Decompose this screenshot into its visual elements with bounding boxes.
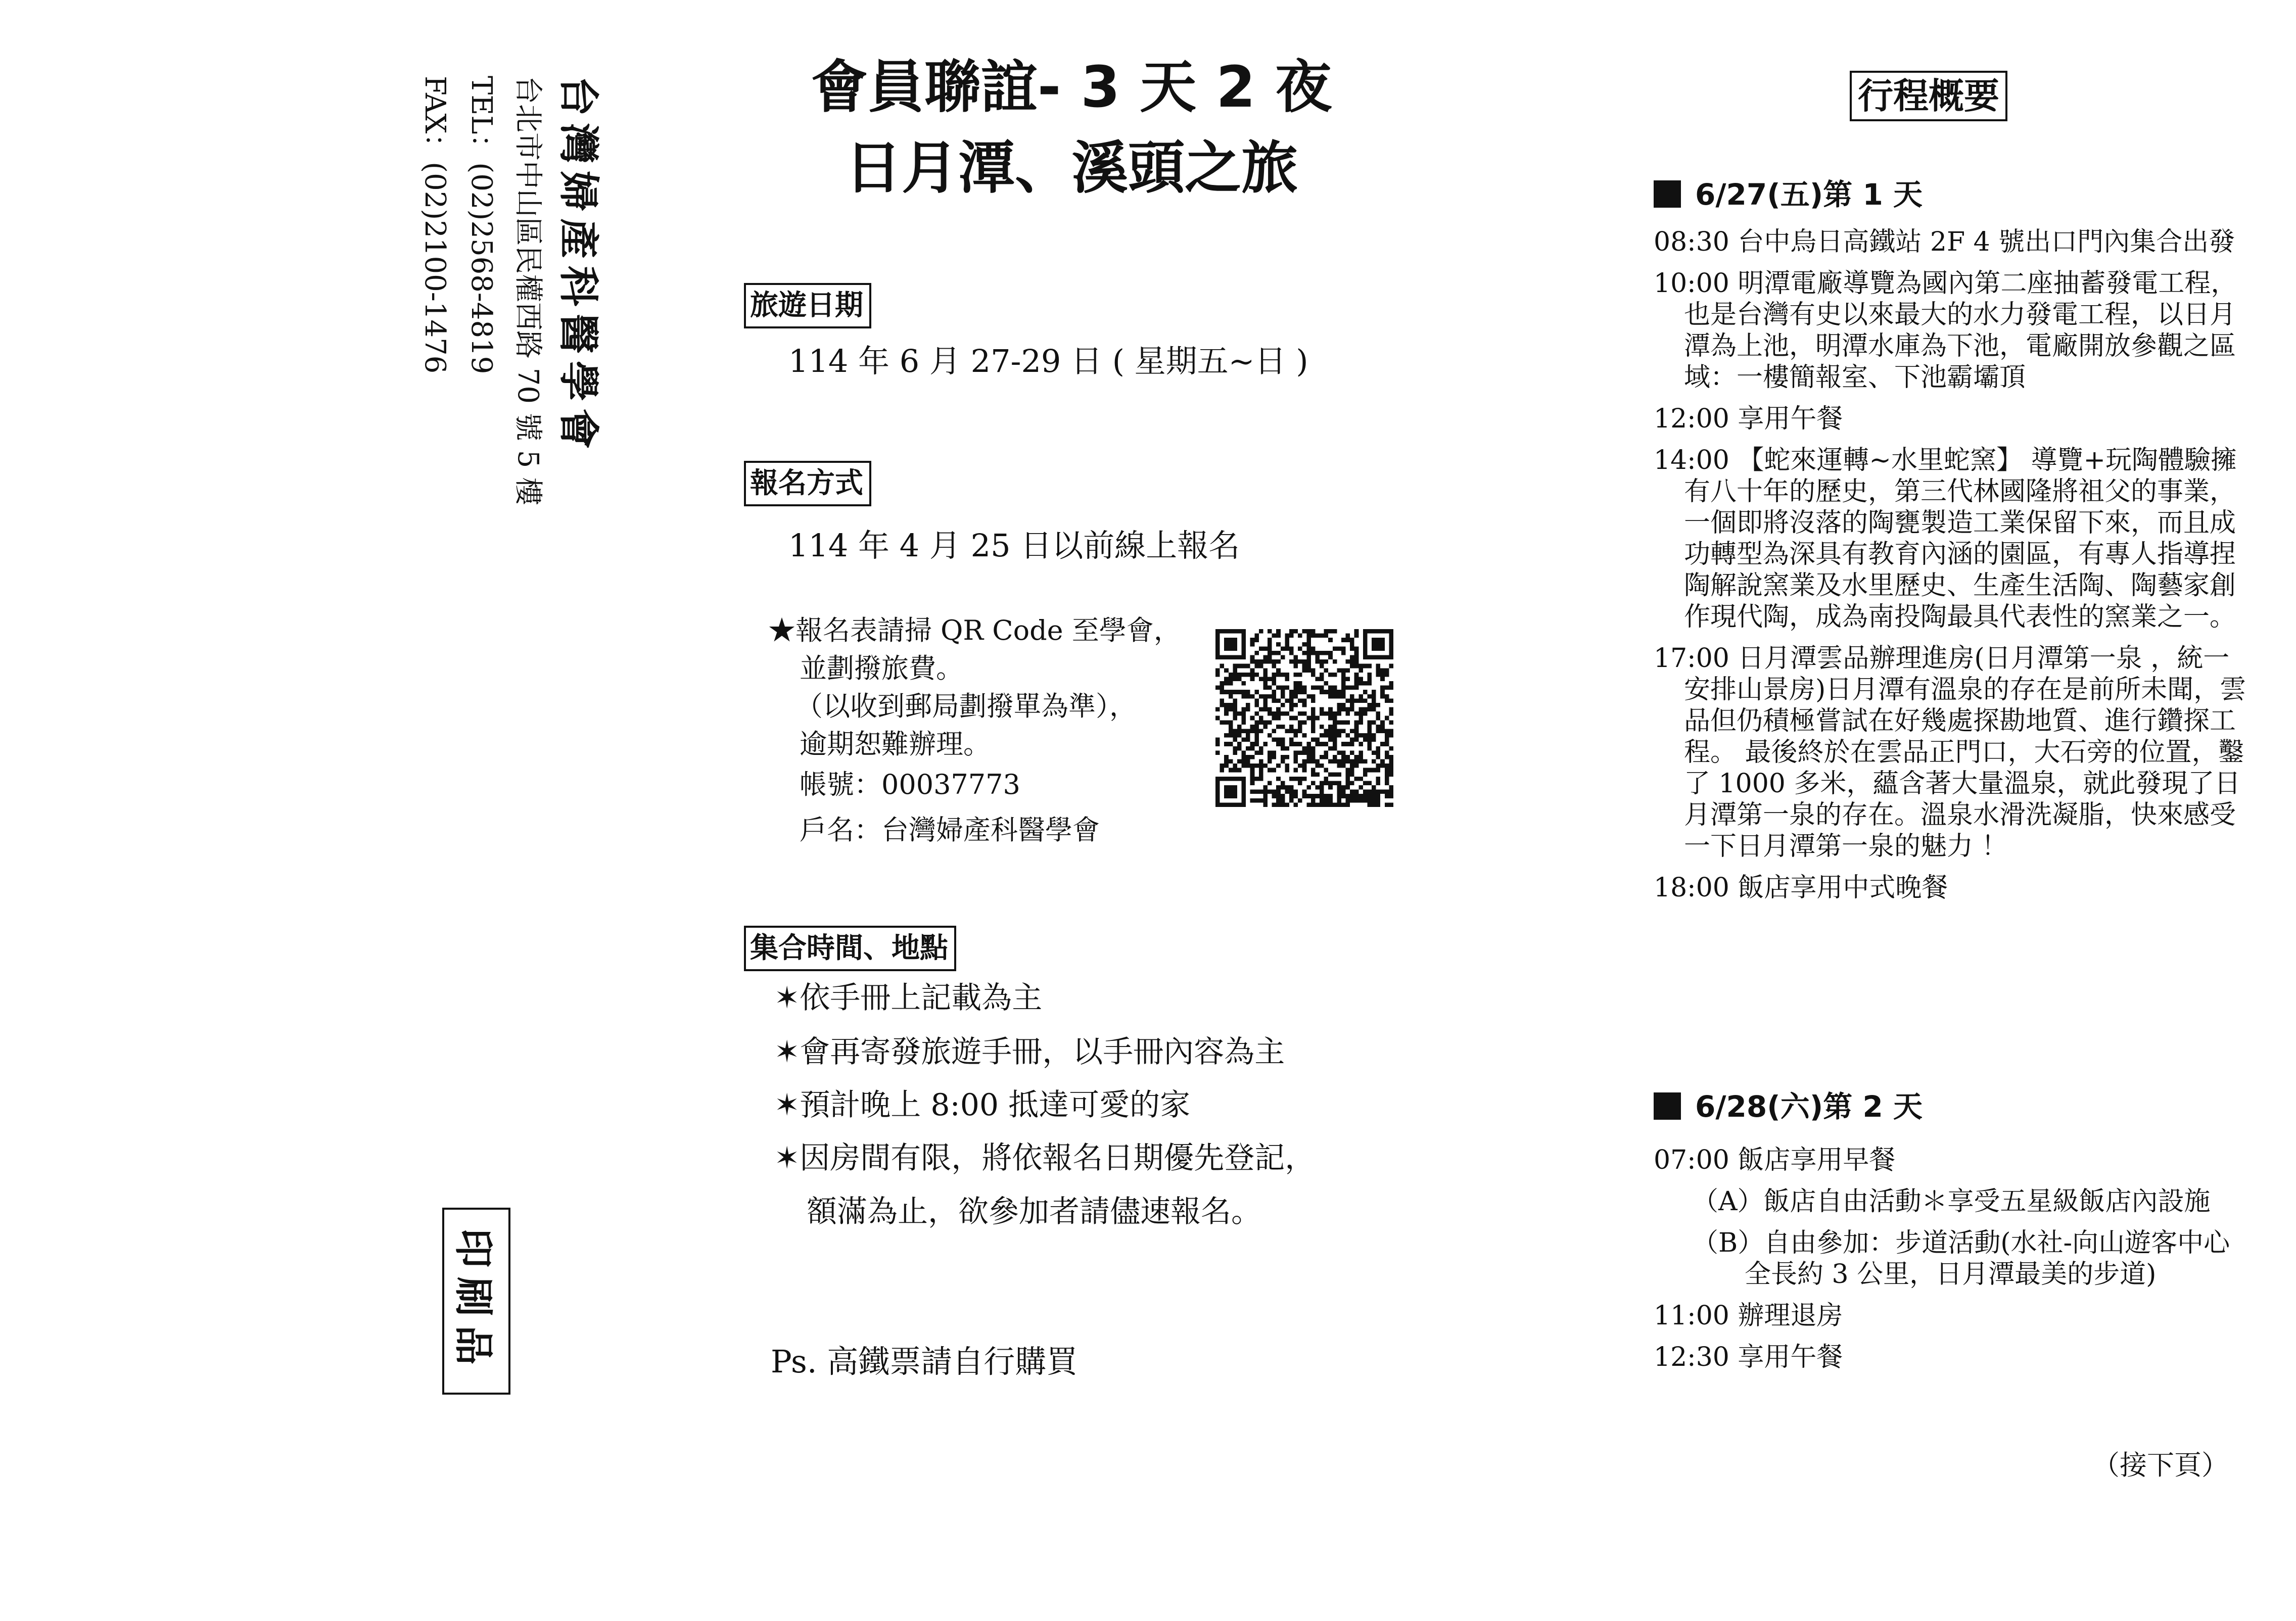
sender-address: 台北市中山區民權西路 70 號 5 樓 xyxy=(511,76,544,506)
day2-item: 12:30 享用午餐 xyxy=(1654,1342,1843,1372)
day1-item: 17:00 日月潭雲品辦理進房(日月潭第一泉 ，統一安排山景房)日月潭有溫泉的存在是前所未聞，雲品但仍積極嘗試在好幾處探勘地質、進行鑽探工程。 最後終於在雲品正門口，大石旁的位置，鑿了 1000 多米，蘊含著大量溫泉，就此發現了日月潭第一泉的存在。溫泉水滑洗凝脂，快來感受一下日月潭第一泉的魅力 ！ xyxy=(1654,643,2246,862)
meeting-item: ✶會再寄發旅遊手冊，以手冊內容為主 xyxy=(774,1034,1285,1070)
note-line: 並劃撥旅費。 xyxy=(800,652,963,684)
day2-item: 07:00 飯店享用早餐 xyxy=(1654,1145,1896,1175)
meeting-label: 集合時間、地點 xyxy=(744,926,956,971)
sender-fax: FAX：(02)2100-1476 xyxy=(418,76,451,374)
printed-matter-stamp xyxy=(442,1208,510,1395)
account-number: 帳號：00037773 xyxy=(800,769,1020,800)
square-bullet-icon xyxy=(1654,1092,1681,1120)
day2-option: （B）自由參加：步道活動(水社-向山遊客中心全長約 3 公里，日月潭最美的步道) xyxy=(1692,1228,2230,1290)
registration-value: 114 年 4 月 25 日以前線上報名 xyxy=(788,527,1240,564)
square-bullet-icon xyxy=(1654,180,1681,208)
title-line-1: 會員聯誼- 3 天 2 夜 xyxy=(811,55,1332,120)
sender-tel: TEL：(02)2568-4819 xyxy=(465,76,498,374)
sender-block xyxy=(384,76,606,581)
day2-header-text: 6/28(六)第 2 天 xyxy=(1695,1089,1923,1124)
day1-item: 10:00 明潭電廠導覽為國內第二座抽蓄發電工程，也是台灣有史以來最大的水力發電工程，以日月潭為上池，明潭水庫為下池，電廠開放參觀之區域：一樓簡報室、下池霸壩頂 xyxy=(1654,268,2237,393)
note-line: （以收到郵局劃撥單為準）， xyxy=(795,690,1137,722)
continued-note: （接下頁） xyxy=(2092,1449,2229,1481)
day2-option: （A）飯店自由活動＊享受五星級飯店內設施 xyxy=(1692,1186,2211,1217)
stamp-label: 印刷品 xyxy=(450,1228,496,1374)
travel-date-value: 114 年 6 月 27-29 日 ( 星期五~日 ) xyxy=(788,343,1308,379)
day1-item: 18:00 飯店享用中式晚餐 xyxy=(1654,873,1948,903)
day2-item: 11:00 辦理退房 xyxy=(1654,1301,1843,1331)
travel-date-label: 旅遊日期 xyxy=(744,283,871,328)
note-line: ★報名表請掃 QR Code 至學會， xyxy=(768,614,1181,646)
day1-item: 12:00 享用午餐 xyxy=(1654,404,1843,434)
day1-header xyxy=(1654,174,1923,215)
account-name: 戶名：台灣婦產科醫學會 xyxy=(800,814,1100,846)
day1-header-text: 6/27(五)第 1 天 xyxy=(1695,177,1923,212)
meeting-item: ✶依手冊上記載為主 xyxy=(774,980,1043,1016)
meeting-item: ✶因房間有限，將依報名日期優先登記， xyxy=(774,1140,1316,1176)
sender-org: 台灣婦產科醫學會 xyxy=(555,76,602,456)
meeting-item: 額滿為止，欲參加者請儘速報名。 xyxy=(807,1194,1261,1229)
day2-header xyxy=(1654,1086,1923,1127)
qr-code[interactable] xyxy=(1215,629,1393,807)
title-line-2: 日月潭、溪頭之旅 xyxy=(845,135,1298,201)
day1-item: 14:00 【蛇來運轉~水里蛇窯】 導覽+玩陶體驗擁有八十年的歷史，第三代林國隆將祖父的事業，一個即將沒落的陶甕製造工業保留下來，而且成功轉型為深具有教育內涵的園區，有專人指導捏陶解說窯業及水里歷史、生產生活陶、陶藝家創作現代陶，成為南投陶最具代表性的窯業之一。 xyxy=(1654,445,2237,632)
ps-note: Ps. 高鐵票請自行購買 xyxy=(771,1343,1078,1380)
itinerary-label: 行程概要 xyxy=(1850,71,2007,121)
meeting-item: ✶預計晚上 8:00 抵達可愛的家 xyxy=(774,1087,1191,1123)
day1-list xyxy=(1654,226,2250,914)
registration-label: 報名方式 xyxy=(744,461,871,506)
day1-item: 08:30 台中烏日高鐵站 2F 4 號出口門內集合出發 xyxy=(1654,227,2235,257)
note-line: 逾期恕難辦理。 xyxy=(800,728,991,760)
day2-list xyxy=(1654,1145,2250,1383)
